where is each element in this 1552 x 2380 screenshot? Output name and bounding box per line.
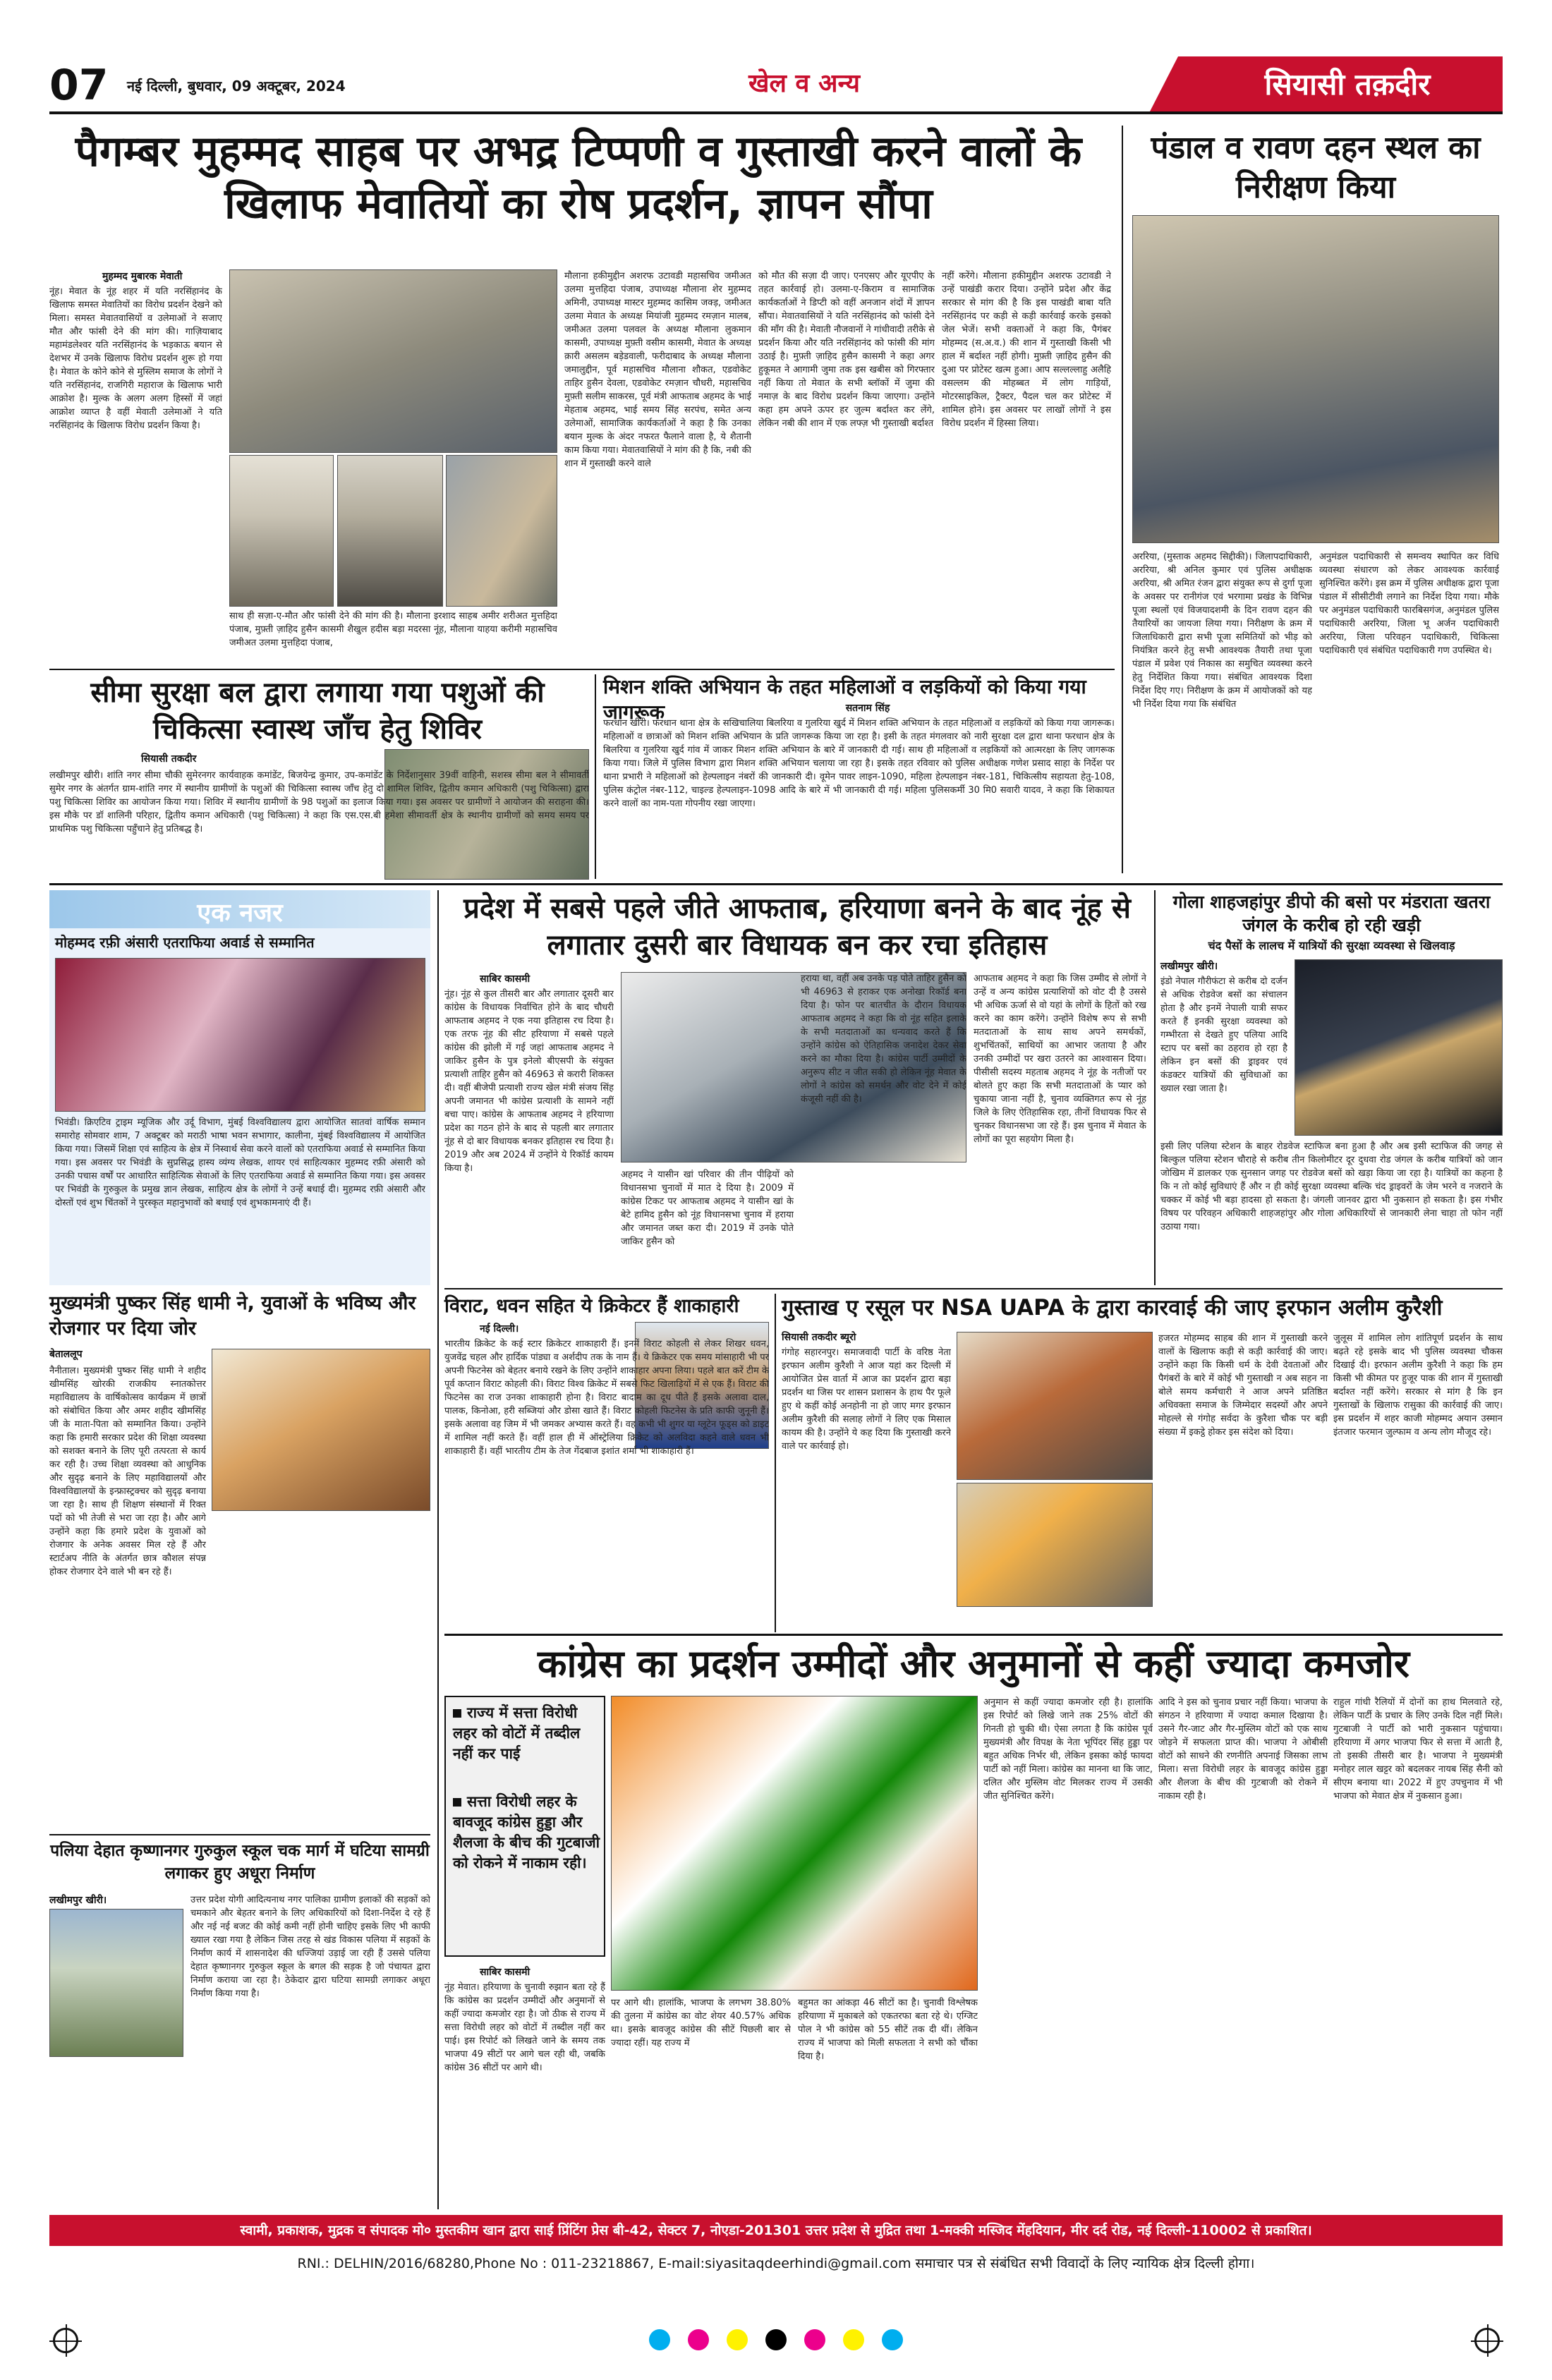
- lead-byline: मुहम्मद मुबारक मेवाती: [102, 271, 183, 282]
- irfan-photo-2: [957, 1483, 1153, 1607]
- congress-photo: [611, 1696, 978, 1991]
- congress-body-4: अनुमान से कहीं ज्यादा कमजोर रही है। हालांकि इस रिपोर्ट को लिखे जाने तक 25% वोटों की गिनती हो चुकी थी। ऐसा लगता है कि कांग्रेस पूर्व मुख्यमंत्री और विपक्ष के नेता भूपिंदर सिंह हुड्डा पर बहुत अधिक निर्भर थी, लेकिन इसका कोई फायदा पार्टी को नहीं मिला। कांग्रेस का मानना था कि जाट, दलित और मुस्लिम वोट मिलकर राज्य में उसकी जीत सुनिश्चित करेंगे।: [983, 1697, 1153, 1802]
- aftab-body-1: नूंह। नूंह से कुल तीसरी बार और लगातार दूसरी बार कांग्रेस के विधायक निर्वाचित होने के बाद चौधरी आफताब अहमद ने एक नया इतिहास रच दिया है। एक तरफ नूंह की सीट हरियाणा में सबसे पहले कांग्रेस की झोली में गई जहां आफताब अहमद ने जाकिर हुसैन के पुत्र इनेलो बीएसपी के संयुक्त प्रत्याशी ताहिर हुसैन को 46963 से करारी शिकस्त दी। वहीं बीजेपी प्रत्याशी राज्य खेल मंत्री संजय सिंह अपनी जमानत भी कांग्रेस प्रत्याशी के सामने नहीं बचा पाए। कांग्रेस के आफताब अहमद ने हरियाणा प्रदेश का गठन होने के बाद से पहली बार लगातार नूंह से दो बार विधायक बनकर इतिहास रच दिया है। 2019 और अब 2024 में उन्होंने ये रिकॉर्ड कायम किया है।: [444, 989, 614, 1174]
- pandal-photo: [1132, 215, 1499, 543]
- congress-divider: [444, 1634, 1503, 1636]
- kohli-divider: [444, 1288, 1503, 1289]
- lead-photo-portrait-1: [229, 455, 334, 607]
- aftab-body-4: आफताब अहमद ने कहा कि जिस उम्मीद से लोगों ने उन्हें व अन्य कांग्रेस प्रत्याशियों को वोट दी है उससे भी अधिक ऊर्जा से वो यहां के लोगों के हितों को रख करने का काम करेंगे। उन्होंने विशेष रूप से सभी मतदाताओं के साथ साथ अपने समर्थकों, शुभचिंतकों, साथियों का आभार जताया है और उनकी उम्मीदों पर खरा उतरने का आश्वासन दिया। पीसीसी सदस्य महताब अहमद ने नूंह के नतीजों पर बोलते हुए कहा कि सभी मतदाताओं के प्यार को चुकाया जाना नहीं है, चुनाव व्यक्तिगत रूप से नूंह जिले के लिए ऐतिहासिक रहा, तीनों विधायक फिर से चुनकर विधानसभा जा रहे हैं। इस चुनाव में मेवात के लोगों का पूरा सहयोग मिला है।: [974, 973, 1146, 1145]
- lead-headline: पैगम्बर मुहम्मद साहब पर अभद्र टिप्पणी व गुस्ताखी करने वालों के खिलाफ मेवातियों का रोष प्रदर्शन, ज्ञापन सौंपा: [75, 127, 1082, 229]
- right-column-divider: [1122, 126, 1123, 873]
- page-number: 07: [49, 61, 109, 110]
- aftab-byline: साबिर कासमी: [480, 973, 531, 985]
- lead-body-3: को मौत की सज़ा दी जाए। एनएसए और यूएपीए के तहत कार्रवाई हो। उलमा-ए-किराम व सामाजिक कार्यकर्ताओं ने डिप्टी को वहीं अनजान शंदों में ज्ञापन सौंपा। मेवातवासियों ने यति नरसिंहानंद को फांसी देने की माँग की है। मेवाती नौजवानों ने गांधीवादी तरीके से प्रदर्शन किया और यति नरसिंहानंद को फांसी की मांग उठाई है। मुफ़्ती ज़ाहिद हुसैन कासमी ने कहा अगर हुकूमत ने आगामी जुमा तक इस खबीस को गिरफ्तार नहीं किया तो मेवात के सभी ब्लॉकों में जुमा की नमाज़ के बाद विरोध प्रदर्शन किया जाएगा। उन्होंने कहा हम अपने ऊपर हर जुल्म बर्दाश्त कर लेंगे, लेकिन नबी की शान में एक लफ्ज़ भी गुस्ताखी बर्दाश्त: [758, 271, 935, 429]
- lead-photo-crowd: [229, 269, 557, 453]
- column-title-text: सियासी तक़दीर: [1264, 67, 1431, 102]
- congress-bullet-1-text: राज्य में सत्ता विरोधी लहर को वोटों में तब्दील नहीं कर पाई: [453, 1704, 581, 1762]
- bus-body-2: इसी लिए पलिया स्टेशन के बाहर रोडवेज स्टाफिज बना हुआ है और अब इसी स्टाफिज की जगह से बिल्कुल पलिया स्टेशन चौराहे से करीब तीन किलोमीटर दूर दुधवा रोड जंगल के करीब यात्रियों को जान जोखिम में डालकर एक सुनसान जगह पर रोडवेज बसों को खड़ा किया जा रहा है। यात्रियों का कहना है कि न तो कोई सुविधाएं हैं और न ही कोई सुरक्षा व्यवस्था बल्कि चंद ड्राइवरों के जेम भरने व नजराने के चक्कर में कोई भी बड़ा हादसा हो सकता है। जंगली जानवर द्वारा भी नुकसान हो सकता है। इस गंभीर विषय पर परिवहन अधिकारी शाहजहांपुर और गोला अधिकारियों से जानकारी लेना चाहा तो फोन नहीं उठाया गया।: [1160, 1141, 1503, 1232]
- irfan-byline: सियासी तकदीर ब्यूरो: [782, 1332, 856, 1343]
- bus-divider: [1154, 890, 1156, 1285]
- lead-body-1: नूंह। मेवात के नूंह शहर में यति नरसिंहानंद के खिलाफ समस्त मेवातियों का विरोध प्रदर्शन देखने को मिला। समस्त मेवातवासियों व उलेमाओं ने सजाए मौत और फांसी देने की मांग की। गाज़ियाबाद महामंडलेश्वर यति नरसिंहानंद के भड़काऊ बयान से देशभर में उनके खिलाफ विरोध प्रदर्शन शुरू हो गया है। मेवात के कोने कोने से मुस्लिम समाज के लोगों ने यति नरसिंहानंद, राजगिरी महाराज के खिलाफ भारी आक्रोश है। मुल्क के अलग अलग हिस्सों में जहां आक्रोश व्याप्त है वहीं मेवाती उलेमाओं ने यति नरसिंहानंद के खिलाफ विरोध प्रदर्शन किया है।: [49, 286, 222, 431]
- irfan-photo-1: [957, 1332, 1153, 1480]
- congress-bullet-2-text: सत्ता विरोधी लहर के बावजूद कांग्रेस हुड्डा और शैलजा के बीच की गुटबाजी को रोकने में नाकाम रही।: [453, 1793, 600, 1871]
- palia-byline: लखीमपुर खीरी।: [49, 1895, 107, 1906]
- palia-headline: पलिया देहात कृष्णानगर गुरुकुल स्कूल चक मार्ग में घटिया सामग्री लगाकर हुए अधूरा निर्माण: [50, 1842, 430, 1883]
- bus-subhead: चंद पैसों के लालच में यात्रियों की सुरक्षा व्यवस्था से खिलवाड़: [1208, 939, 1455, 952]
- bus-body-1: इंडो नेपाल गौरीफंटा से करीब दो दर्जन से अधिक रोडवेज बसों का संचालन होता है और इनमें नेपाली यात्री सफर करते हैं इनकी सुरक्षा व्यवस्था को गम्भीरता से देखते हुए पलिया आदि स्टाप पर बसों का ठहराव हो रहा है लेकिन इन बसों की ड्राइवर एवं कंडक्टर यात्रियों की सुविधाओं का ख्याल रखा जाता है।: [1160, 976, 1287, 1094]
- congress-bullet-2: [453, 1792, 601, 1874]
- congress-body-1: नूंह मेवात। हरियाणा के चुनावी रुझान बता रहे हैं कि कांग्रेस का प्रदर्शन उम्मीदों और अनुमानों से कहीं ज्यादा कमजोर रहा है। जो ठीक से राज्य में सत्ता विरोधी लहर को वोटों में तब्दील नहीं कर पाई। इस रिपोर्ट को लिखते जाने के समय तक भाजपा 49 सीटों पर आगे चल रही थी, जबकि कांग्रेस 36 सीटों पर आगे थी।: [444, 1982, 605, 2073]
- section-label: खेल व अन्य: [748, 69, 860, 98]
- magenta-swatch: [688, 2329, 709, 2350]
- ek-nazar-headline: मोहम्मद रफ़ी अंसारी एतराफिया अवार्ड से सम्मानित: [55, 934, 315, 951]
- mission-divider: [595, 674, 596, 879]
- ek-nazar-label: एक नजर: [197, 899, 283, 928]
- yellow-swatch-2: [843, 2329, 864, 2350]
- lead-photo-caption: साथ ही सज़ा-ए-मौत और फांसी देने की मांग की है। मौलाना इरशाद साहब अमीर शरीअत मुत्तहिदा पंजाब, मुफ़्ती ज़ाहिद हुसैन कासमी शैखुल हदीस बड़ा मदरसा नूंह, मौलाना याहया करीमी महासचिव जमीअत उलमा मुत्तहिदा पंजाब,: [229, 611, 557, 648]
- bullet-square-icon: [453, 1798, 461, 1807]
- registration-mark-left: [53, 2328, 78, 2353]
- kohli-body: भारतीय क्रिकेट के कई स्टार क्रिकेटर शाकाहारी हैं। इनमें विराट कोहली से लेकर शिखर धवन, युजवेंद्र चहल और हार्दिक पांड्या व अर्शदीप तक के नाम हैं। ये क्रिकेटर एक समय मांसाहारी भी पर अपनी फिटनेस को बेहतर बनाये रखने के लिए उन्होंने शाकाहार अपना लिया। पहले बात करें टीम के पूर्व कप्तान विराट कोहली की। विराट विश्व क्रिकेट में सबसे फिट खिलाड़ियों में से एक हैं। विराट की फिटनेस का राज उनका शाकाहारी होना है। विराट बादाम का दूध पीते हैं इसके अलावा दाल, पालक, किनोआ, हरी सब्जियां और डोसा खाते हैं। विराट कोहली फिटनेस के प्रति काफी जुनूनी हैं। इसके अलावा वह जिम में भी जमकर अभ्यास करते हैं। वह कभी भी शुगर या ग्लूटेन फूड्स को डाइट में शामिल नहीं करते हैं। वहीं हाल ही में ऑस्ट्रेलिया क्रिकेट को अलविदा कहने वाले धवन भी शाकाहारी हैं। वहीं भारतीय टीम के तेज गेंदबाज इशांत शर्मा भी शाकाहारी हैं।: [444, 1339, 769, 1457]
- header-rule: [49, 111, 1503, 114]
- irfan-body-2: हजरत मोहम्मद साहब की शान में गुस्ताखी करने वालों के खिलाफ कड़ी से कड़ी कार्रवाई की जाए। उन्होंने कहा कि किसी धर्म के देवी देवताओं और पैगंबरों के बारे में कोई भी गुस्ताखी न अब सहन ना बोले समय कर्मचारी ने आज अपने प्रतिष्ठित अधिवक्ता समाज के जिम्मेदार सदस्यों और अपने मोहल्ले से गंगोह सर्वदा के कुरैशा चौक पर बड़ी संख्या में इकट्ठे होकर इस संदेश को दिया।: [1158, 1333, 1328, 1438]
- registration-mark-right: [1474, 2328, 1500, 2353]
- footer-rni: RNI.: DELHIN/2016/68280,Phone No : 011-23218867, E-mail:siyasitaqdeerhindi@gmail.com समाचार पत्र से संबंधित सभी विवादों के लिए न्यायिक क्षेत्र दिल्ली होगा।: [297, 2256, 1255, 2271]
- kohli-byline: नई दिल्ली।: [480, 1323, 519, 1335]
- congress-body-5: आदि ने इस को चुनाव प्रचार नहीं किया। भाजपा के संगठन ने हरियाणा में ज्यादा कमाल दिखाया है। उसने गैर-जाट और गैर-मुस्लिम वोटों को एक साथ जोड़ने में सफलता प्राप्त की। भाजपा ने ओबीसी वोटों को साधने की रणनीति अपनाई जिसका लाभ मिला। सत्ता विरोधी लहर के बावजूद कांग्रेस हुड्डा और शैलजा के बीच की गुटबाजी को रोकने में नाकाम रही है।: [1158, 1697, 1328, 1802]
- palia-divider: [49, 1834, 430, 1835]
- aftab-body-3: हराया था, वहीं अब उनके पड़ पोते ताहिर हुसैन को भी 46963 से हराकर एक अनोखा रिकॉर्ड बना दिया है। फोन पर बातचीत के दौरान विधायक आफताब अहमद ने कहा कि वो नूंह सहित इलाके के सभी मतदाताओं का धन्यवाद करते हैं कि उन्होंने कांग्रेस को ऐतिहासिक जनादेश देकर सेवा करने का मौका दिया है। कांग्रेस पार्टी उम्मीदों के अनुरूप सीट न जीत सकी हो लेकिन नूंह मेवात के लोगों ने कांग्रेस को समर्थन और वोट देने में कोई कंजूसी नहीं की है।: [801, 973, 966, 1105]
- palia-photo: [49, 1909, 183, 2057]
- irfan-divider: [775, 1294, 776, 1632]
- palia-body: उत्तर प्रदेश योगी आदित्यनाथ नगर पालिका ग्रामीण इलाकों की सड़कों को चमकाने और बेहतर बनाने के लिए अधिकारियों को दिशा-निर्देश दे रहे हैं और नई नई बजट की कोई कमी नहीं होनी चाहिए इसके लिए भी काफी ख्याल रखा गया है लेकिन जिस तरह से खंड विकास पलिया में सड़कों के निर्माण कार्य में शासनादेश की धज्जियां उड़ाई जा रही हैं उससे पलिया देहात कृष्णानगर गुरुकुल स्कूल के बगल की सड़क है जो पंचायत द्वारा निर्माण कराया जा रहा है। ठेकेदार द्वारा घटिया सामग्री लगाकर अधूरा निर्माण किया गया है।: [190, 1895, 430, 1999]
- cyan-swatch-2: [882, 2329, 903, 2350]
- footer-imprint: स्वामी, प्रकाशक, मुद्रक व संपादक मो० मुस्तकीम खान द्वारा साई प्रिंटिंग प्रेस बी-42, सेक्टर 7, नोएडा-201301 उत्तर प्रदेश से मुद्रित तथा 1-मक्की मस्जिद मेंहदियान, मीर दर्द रोड, नई दिल्ली-110002 से प्रकाशित।: [49, 2215, 1503, 2246]
- ek-nazar-body: भिवंडी। क्रिएटिव ट्राइम म्यूजिक और उर्दू विभाग, मुंबई विश्वविद्यालय द्वारा आयोजित सातवां वार्षिक सम्मान समारोह सोमवार शाम, 7 अक्टूबर को मराठी भाषा भवन सभागार, कालीना, मुंबई विश्वविद्यालय में आयोजित किया गया। जिसमें शिक्षा एवं साहित्य के क्षेत्र में निस्वार्थ सेवा करने वालों को एतराफिया अवार्ड से सम्मानित किया गया। इस अवसर पर भिवंडी के सुप्रसिद्ध हास्य व्यंग्य लेखक, शायर एवं साहित्यकार मुहम्मद रफ़ी अंसारी को उनकी पचास वर्षों पर आधारित साहित्यिक सेवाओं के लिए एतराफिया अवार्ड से सम्मानित किया गया। इस अवसर पर भिवंडी के गुरुकुल के प्रमुख ज्ञान लेखक, साहित्य क्षेत्र के लोगों ने उन्हें बधाई दी। मुहम्मद रफ़ी अंसारी और दोस्तों एवं शुभ चिंतकों ने पुरस्कृत महानुभावों को बधाई एवं शुभकामनाएं दी हैं।: [55, 1117, 425, 1208]
- congress-bullet-1: [453, 1703, 601, 1764]
- irfan-headline: गुस्ताख ए रसूल पर NSA UAPA के द्वारा कारवाई की जाए इरफान अलीम कुरैशी: [782, 1295, 1443, 1320]
- kohli-headline: विराट, धवन सहित ये क्रिकेटर हैं शाकाहारी: [444, 1295, 739, 1317]
- award-photo: [55, 958, 425, 1112]
- lead-divider: [49, 669, 1115, 670]
- cm-photo: [212, 1349, 430, 1511]
- congress-body-6: राहुल गांधी रैलियों में दोनों का हाथ मिलवाते रहे, लेकिन पार्टी के प्रचार के लिए उनके दिल नहीं मिले। गुटबाजी ने पार्टी को भारी नुकसान पहुंचाया। हरियाणा में अगर भाजपा फिर से सत्ता में आती है, तो इसकी तीसरी बार है। भाजपा ने मुख्यमंत्री मनोहर लाल खट्टर को बदलकर नायब सिंह सैनी को सीएम बनाया था। 2022 में हुए उपचुनाव में भी भाजपा को मेवात क्षेत्र में नुकसान हुआ।: [1333, 1697, 1503, 1802]
- color-strip: [494, 2329, 1058, 2353]
- mission-body: फरधान खीरी। फरधान थाना क्षेत्र के सखिचालिया बिलरिया व गुलरिया खुर्द में मिशन शक्ति अभियान के तहत महिलाओं व लड़कियों को किया गया जागरूक। महिलाओं व छात्राओं को मिशन शक्ति अभियान के प्रति जागरूक किया जा रहा है। इसी के तहत मंगलवार को नारी सुरक्षा दल द्वारा थाना फरधान क्षेत्र के बिलरिया व गुलरिया खुर्द गांव में जाकर मिशन शक्ति अभियान के बारे में जानकारी दी गई। साथ ही महिलाओं व लड़कियों को आत्मरक्षा के लिए जागरूक किया गया। जिले में पुलिस विभाग द्वारा मिशन शक्ति अभियान चलाया जा रहा है। इसके तहत रविवार को पुलिस अधीक्षक गणेश प्रसाद साहा के निर्देश पर थाना प्रभारी ने महिलाओं को हेल्पलाइन नंबरों की जानकारी दी। वूमेन पावर लाइन-1090, महिला हेल्पलाइन नंबर-181, चिकित्सीय सहायता हेतु-108, पुलिस कंट्रोल नंबर-112, चाइल्ड हेल्पलाइन-1098 आदि के बारे में भी जानकारी दी गई। महिला पुलिसकर्मी 30 मि0 सवारी यादव, ने कहा कि शिकायत करने वालों का नाम-पता गोपनीय रखा जाएगा।: [603, 718, 1115, 809]
- bullet-square-icon: [453, 1709, 461, 1718]
- lead-body-2: मौलाना हकीमुद्दीन अशरफ उटावडी महासचिव जमीअत उलमा मुत्तहिदा पंजाब, उपाध्यक्ष मौलाना शेर मुहम्मद अमिनी, उपाध्यक्ष मास्टर मुहम्मद कासिम जक्ड़, जमीअत उलमा मेवात के अध्यक्ष मियांजी मुहम्मद रमज़ान मालब, जमीअत उलमा पलवल के अध्यक्ष मौलाना लुकमान कासमी, उपाध्यक्ष मुफ़्ती वसीम कासमी, मेवात के अध्यक्ष क़ारी असलम बड़ेडवाली, फरीदाबाद के अध्यक्ष मौलाना जमालुद्दीन, पूर्व महासचिव मौलाना शौकत, एडवोकेट ताहिर हुसैन देवला, एडवोकेट रमज़ान चौधरी, महासचिव मुफ़्ती सलीम साकरस, पूर्व मंत्री आफताब अहमद के भाई मेहताब अहमद, भाई समय सिंह सरपंच, समेत अन्य उलेमाओं, सामाजिक कार्यकर्ताओं ने कहा है कि उनका बयान मुल्क के अंदर नफरत फैलाने वाला है, ये शैतानी काम किया गया। मेवातवासियों ने मांग की है कि, नबी की शान में गुस्ताखी करने वाले: [564, 271, 751, 469]
- lead-photo-crowd-2: [446, 455, 557, 607]
- mission-byline: सतनाम सिंह: [845, 703, 890, 714]
- pandal-body-2: अनुमंडल पदाधिकारी से समन्वय स्थापित कर विधि व्यवस्था संधारण को लेकर आवश्यक कार्रवाई सुनिश्चित करेंगे। इस क्रम में पुलिस अधीक्षक द्वारा पूजा पंडाल में सीसीटीवी लगाने का निर्देश दिया गया। मौके पर अनुमंडल पदाधिकारी फारबिसगंज, अनुमंडल पुलिस पदाधिकारी अररिया, जिला भू अर्जन पदाधिकारी अररिया, जिला परिवहन पदाधिकारी, चिकित्सा पदाधिकारी एवं संबंधित पदाधिकारी गण उपस्थित थे।: [1319, 552, 1499, 656]
- irfan-body-3: जुलूस में शामिल लोग शांतिपूर्ण प्रदर्शन के साथ बढ़ते रहे इसके बाद भी पुलिस व्यवस्था चौकस दिखाई दी। इरफान अलीम कुरैशी ने कहा कि हम किसी भी कीमत पर हुजूर पाक की शान में गुस्ताखी बर्दाश्त नहीं करेंगे। सरकार से मांग है कि इन गुस्ताखों के खिलाफ रासुका की कार्रवाई की जाए। इस प्रदर्शन में शहर काजी मोहम्मद अयान उस्मान इंतजार फरमान जुल्फाम व अन्य लोग मौजूद रहे।: [1333, 1333, 1503, 1438]
- cm-headline: मुख्यमंत्री पुष्कर सिंह धामी ने, युवाओं के भविष्य और रोजगार पर दिया जोर: [49, 1292, 416, 1340]
- congress-headline: कांग्रेस का प्रदर्शन उम्मीदों और अनुमानों से कहीं ज्यादा कमजोर: [537, 1641, 1410, 1686]
- mission-headline: मिशन शक्ति अभियान के तहत महिलाओं व लड़कियों को किया गया जागरूक: [603, 675, 1086, 724]
- bus-byline: लखीमपुर खीरी।: [1160, 961, 1218, 972]
- yellow-swatch: [727, 2329, 748, 2350]
- congress-body-3: बहुमत का आंकड़ा 46 सीटों का है। चुनावी विश्लेषक हरियाणा में मुकाबले को एकतरफा बता रहे थे। एग्जिट पोल ने भी कांग्रेस को 55 सीटें तक दी थीं। लेकिन राज्य में भाजपा को मिली सफलता ने सभी को चौंका दिया है।: [798, 1998, 978, 2062]
- black-swatch: [765, 2329, 787, 2350]
- aftab-body-2: अहमद ने यासीन खां परिवार की तीन पीढ़ियों को विधानसभा चुनावों में मात दे दिया है। 2009 में कांग्रेस टिकट पर आफताब अहमद ने यासीन खां के बेटे हामिद हुसैन को नूंह विधानसभा चुनाव में हराया और जमानत जब्त करा दी। 2019 में उनके पोते जाकिर हुसैन को: [621, 1170, 794, 1247]
- bsf-headline: सीमा सुरक्षा बल द्वारा लगाया गया पशुओं की चिकित्सा स्वास्थ जाँच हेतु शिविर: [90, 676, 545, 746]
- bus-photo: [1295, 959, 1503, 1136]
- middle-divider: [437, 890, 439, 2209]
- irfan-body-1: गंगोह सहारनपुर। समाजवादी पार्टी के वरिष्ठ नेता इरफान अलीम कुरैशी ने आज यहां कर दिल्ली में आयोजित प्रेस वार्ता में आज का प्रदर्शन द्वारा बड़ा प्रदर्शन था जिस पर शासन प्रशासन के हाथ पैर फूले हुए थे कहीं कोई अनहोनी ना हो जाए मगर इरफान अलीम कुरैशी की सलाह लोगों ने लिए एक मिसाल कायम की है। उन्होंने ये कह दिया कि गुस्ताखी करने वाले पर कार्रवाई हो।: [782, 1347, 951, 1452]
- cm-byline: बेताललूप: [49, 1349, 83, 1360]
- cyan-swatch: [649, 2329, 670, 2350]
- pandal-body-1: अररिया, (मुस्ताक अहमद सिद्दीकी)। जिलापदाधिकारी, अररिया, श्री अनिल कुमार एवं पुलिस अधीक्षक अररिया, श्री अमित रंजन द्वारा संयुक्त रूप से दुर्गा पूजा के अवसर पर रानीगंज एवं भरगामा प्रखंड के विभिन्न पूजा स्थलों एवं विजयादशमी के दिन रावण दहन की तैयारियों का जायजा लिया गया। निरीक्षण के क्रम में जिलाधिकारी द्वारा सभी पूजा समितियों को भीड़ को नियंत्रित करने हेतु सभी आवश्यक तैयारी तथा पूजा पंडाल में प्रवेश एवं निकास का समुचित व्यवस्था करने हेतु निर्देशित किया गया। संबंधित आवश्यक दिशा निर्देश दिए गए। निरीक्षण के क्रम में आयोजकों को यह भी निर्देश दिया गया कि संबंधित: [1132, 552, 1312, 710]
- bsf-body: लखीमपुर खीरी। शांति नगर सीमा चौकी सुमेरनगर कार्यवाहक कमांडेंट, बिजयेन्द्र कुमार, उप-कमांडेंट के निर्देशानुसार 39वीं वाहिनी, सशस्त्र सीमा बल ने सीमावर्ती सुमेर नगर के अंतर्गत ग्राम-शांति नगर में स्थानीय ग्रामीणों के पशुओं की चिकित्सा स्वास्थ जाँच हेतु दो शामिल शिविर, द्वितीय कमान अधिकारी (पशु चिकित्सा) द्वारा पशु चिकित्सा शिविर का आयोजन किया गया। शिविर में स्थानीय ग्रामीणों के 98 पशुओं का इलाज किया गया। इस अवसर पर ग्रामीणों ने आयोजन की सराहना की। इस मौके पर डॉ शालिनी परिहार, द्वितीय कमान अधिकारी (पशु चिकित्सा) ने कहा कि एस.एस.बी हमेशा सीमावर्ती क्षेत्र के स्थानीय ग्रामीणों को समय समय पर प्राथमिक पशु चिकित्सा पहुँचाने हेतु प्रतिबद्ध है।: [49, 770, 589, 834]
- masthead: [49, 56, 1503, 114]
- pandal-headline: पंडाल व रावण दहन स्थल का निरीक्षण किया: [1151, 130, 1481, 205]
- congress-byline: साबिर कासमी: [480, 1967, 531, 1978]
- bus-headline: गोला शाहजहांपुर डीपो की बसो पर मंडराता खतरा जंगल के करीब हो रही खड़ी: [1172, 892, 1491, 935]
- date-line: नई दिल्ली, बुधवार, 09 अक्टूबर, 2024: [127, 78, 346, 95]
- lead-body-4: नहीं करेंगे। मौलाना हकीमुद्दीन अशरफ उटावडी ने उन्हें पाखंडी करार दिया। उन्होंने प्रदेश और केंद्र सरकार से मांग की है कि इस पाखंडी बाबा यति नरसिंहानंद पर कड़ी से कड़ी कार्रवाई करके इसको जेल भेजें। सभी वक्ताओं ने कहा कि, पैगंबर मोहम्मद (स.अ.व.) की शान में गुस्ताखी किसी भी हाल में बर्दाश्त नहीं होगी। मुफ़्ती ज़ाहिद हुसैन की दुआ पर प्रोटेस्ट खत्म हुआ। आप सल्लल्लाहु अलैहि वसल्लम की मोहब्बत में लोग गाड़ियों, मोटरसाइकिल, ट्रैक्टर, पैदल चल कर प्रोटेस्ट में शामिल होने। इस अवसर पर लाखों लोगों ने इस विरोध प्रदर्शन में हिस्सा लिया।: [942, 271, 1111, 429]
- congress-body-2: पर आगे थी। हालांकि, भाजपा के लगभग 38.80% की तुलना में कांग्रेस का वोट शेयर 40.57% अधिक था। इसके बावजूद कांग्रेस की सीटें पिछली बार से ज्यादा रहीं। यह राज्य में: [611, 1998, 791, 2048]
- lead-photo-portrait-2: [337, 455, 443, 607]
- bsf-byline: सियासी तकदीर: [141, 753, 197, 765]
- section-divider-1: [49, 883, 1503, 885]
- cm-body: नैनीताल। मुख्यमंत्री पुष्कर सिंह धामी ने शहीद खीमसिंह खोरकी राजकीय स्नातकोत्तर महाविद्यालय के वार्षिकोत्सव कार्यक्रम में छात्रों को संबोधित किया और अमर शहीद खीमसिंह जी के माता-पिता को सम्मानित किया। उन्होंने कहा कि हमारी सरकार प्रदेश की शिक्षा व्यवस्था को सशक्त बनाने के लिए पूरी तत्परता से कार्य कर रही है। उच्च शिक्षा व्यवस्था को आधुनिक और सुदृढ़ बनाने के लिए महाविद्यालयों और विश्वविद्यालयों के इन्फ्रास्ट्रक्चर को सुदृढ़ बनाया जा रहा है। साथ ही शिक्षण संस्थानों में रिक्त पदों को भी तेजी से भरा जा रहा है। और आगे उन्होंने कहा कि हमारे प्रदेश के युवाओं को रोजगार के अनेक अवसर मिल रहे हैं और स्टार्टअप नीति के अंतर्गत छात्र कौशल संपन्न होकर रोजगार देने वाले भी बन रहे हैं।: [49, 1366, 206, 1577]
- aftab-headline: प्रदेश में सबसे पहले जीते आफताब, हरियाणा बनने के बाद नूंह से लगातार दुसरी बार विधायक बन कर रचा इतिहास: [463, 892, 1131, 961]
- magenta-swatch-2: [804, 2329, 825, 2350]
